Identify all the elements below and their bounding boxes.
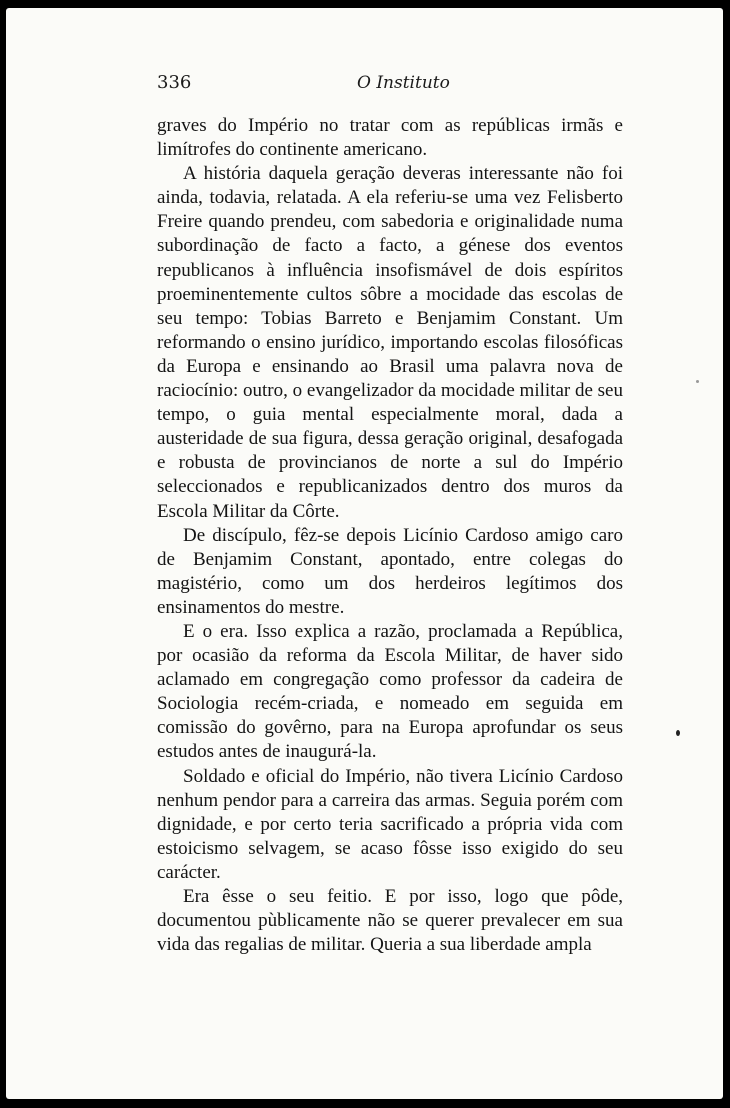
ink-speck [676, 730, 680, 736]
paragraph: E o era. Isso explica a razão, proclamada a República, por ocasião da reforma da Escola Militar, de haver sido aclamado em congregação como professor da cadeira de Sociologia recém-criada, e nomeado em seguida em comissão do govêrno, para na Europa aprofundar os seus estudos antes de inaugurá-la. [157, 620, 623, 763]
paragraph: De discípulo, fêz-se depois Licínio Cardoso amigo caro de Benjamim Constant, apontado, entre colegas do magistério, como um dos herdeiros legítimos dos ensinamentos do mestre. [157, 524, 623, 618]
paragraph: Soldado e oficial do Império, não tivera Licínio Cardoso nenhum pendor para a carreira das armas. Seguia porém com dignidade, e por certo teria sacrificado a própria vida com estoicismo selvagem, se acaso fôsse isso exigido do seu carácter. [157, 765, 623, 883]
paragraph-continuation: graves do Império no tratar com as repúblicas irmãs e limítrofes do continente americano. [157, 115, 623, 161]
paragraph: A história daquela geração deveras interessante não foi ainda, todavia, relatada. A ela referiu-se uma vez Felisberto Freire quando prendeu, com sabedoria e originalidade numa subordinação de facto a facto, a génese dos eventos republicanos à influência insofismável de dois espíritos proeminentemente cultos sôbre a mocidade das escolas de seu tempo: Tobias Barreto e Benjamim Constant. Um reformando o ensino jurídico, importando escolas filosóficas da Europa e ensinando ao Brasil uma palavra nova de raciocínio: outro, o evangelizador da mocidade militar de seu tempo, o guia mental especialmente moral, dada a austeridade de sua figura, dessa geração original, desafogada e robusta de provincianos de norte a sul do Império seleccionados e republicanizados dentro dos muros da Escola Militar da Côrte. [157, 163, 623, 522]
paragraph: Era êsse o seu feitio. E por isso, logo que pôde, documentou pùblicamente não se querer prevalecer em sua vida das regalias de militar. Queria a sua liberdade ampla [157, 886, 623, 956]
page-number: 336 [157, 72, 192, 93]
body-text [157, 114, 623, 957]
page-header [157, 72, 623, 96]
running-title: O Instituto [357, 73, 450, 93]
paper-speck [696, 380, 699, 383]
